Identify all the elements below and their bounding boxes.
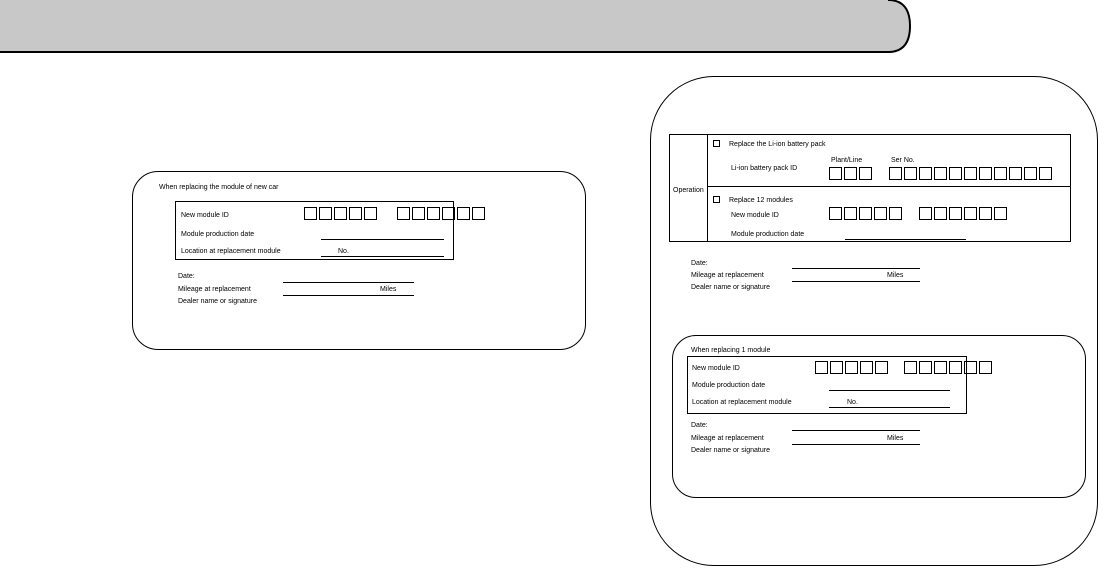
operation-divider-h bbox=[707, 186, 1071, 187]
r-date-label: Date: bbox=[691, 260, 708, 267]
location-line[interactable] bbox=[321, 256, 444, 257]
one-module-prod-date-line[interactable] bbox=[829, 390, 950, 391]
ops-module-id-label: New module ID bbox=[731, 212, 779, 219]
one-module-title: When replacing 1 module bbox=[691, 347, 771, 354]
one-module-mileage-line[interactable] bbox=[792, 444, 920, 445]
one-module-mileage-label: Mileage at replacement bbox=[691, 435, 764, 442]
replace-12-label: Replace 12 modules bbox=[729, 197, 793, 204]
location-label: Location at replacement module bbox=[181, 248, 281, 255]
r-date-line[interactable] bbox=[792, 268, 920, 269]
ser-no-boxes[interactable] bbox=[889, 167, 1052, 180]
r-dealer-label: Dealer name or signature bbox=[691, 284, 770, 291]
module-id-boxes-1[interactable] bbox=[304, 207, 377, 220]
module-id-boxes-2[interactable] bbox=[397, 207, 485, 220]
one-module-id-boxes-2[interactable] bbox=[904, 361, 992, 374]
one-module-dealer-label: Dealer name or signature bbox=[691, 447, 770, 454]
miles-unit: Miles bbox=[380, 286, 397, 293]
one-module-prod-date-label: Module production date bbox=[692, 382, 766, 389]
date-label: Date: bbox=[178, 273, 195, 280]
one-module-location-label: Location at replacement module bbox=[692, 399, 792, 406]
one-module-no-label: No. bbox=[847, 399, 858, 406]
prod-date-label: Module production date bbox=[181, 231, 255, 238]
r-mileage-line[interactable] bbox=[792, 281, 920, 282]
replace-pack-label: Replace the Li-ion battery pack bbox=[729, 141, 826, 148]
ops-prod-date-line[interactable] bbox=[845, 239, 966, 240]
r-mileage-label: Mileage at replacement bbox=[691, 272, 764, 279]
replace-pack-checkbox[interactable] bbox=[713, 140, 720, 147]
operation-table bbox=[669, 134, 1071, 242]
header-bar bbox=[0, 0, 1104, 60]
panel-title: When replacing the module of new car bbox=[159, 184, 279, 191]
one-module-id-boxes-1[interactable] bbox=[815, 361, 888, 374]
one-module-miles-unit: Miles bbox=[887, 435, 904, 442]
operation-label: Operation bbox=[673, 187, 704, 194]
prod-date-line[interactable] bbox=[321, 239, 444, 240]
mileage-label: Mileage at replacement bbox=[178, 286, 251, 293]
ops-module-id-boxes-2[interactable] bbox=[919, 207, 1007, 220]
ops-module-id-boxes-1[interactable] bbox=[829, 207, 902, 220]
ops-prod-date-label: Module production date bbox=[731, 231, 805, 238]
replace-12-checkbox[interactable] bbox=[713, 196, 720, 203]
ser-no-label: Ser No. bbox=[891, 157, 915, 164]
mileage-line[interactable] bbox=[283, 295, 414, 296]
pack-id-label: Li-ion battery pack ID bbox=[731, 165, 798, 172]
one-module-date-line[interactable] bbox=[792, 430, 920, 431]
no-label: No. bbox=[338, 248, 349, 255]
operation-divider-v bbox=[707, 134, 708, 242]
module-id-label: New module ID bbox=[181, 212, 229, 219]
plant-line-label: Plant/Line bbox=[831, 157, 863, 164]
one-module-date-label: Date: bbox=[691, 422, 708, 429]
one-module-id-label: New module ID bbox=[692, 365, 740, 372]
dealer-label: Dealer name or signature bbox=[178, 298, 257, 305]
r-miles-unit: Miles bbox=[887, 272, 904, 279]
new-car-module-panel bbox=[132, 171, 586, 350]
plant-line-boxes[interactable] bbox=[829, 167, 872, 180]
one-module-location-line[interactable] bbox=[829, 407, 950, 408]
date-line[interactable] bbox=[283, 282, 414, 283]
